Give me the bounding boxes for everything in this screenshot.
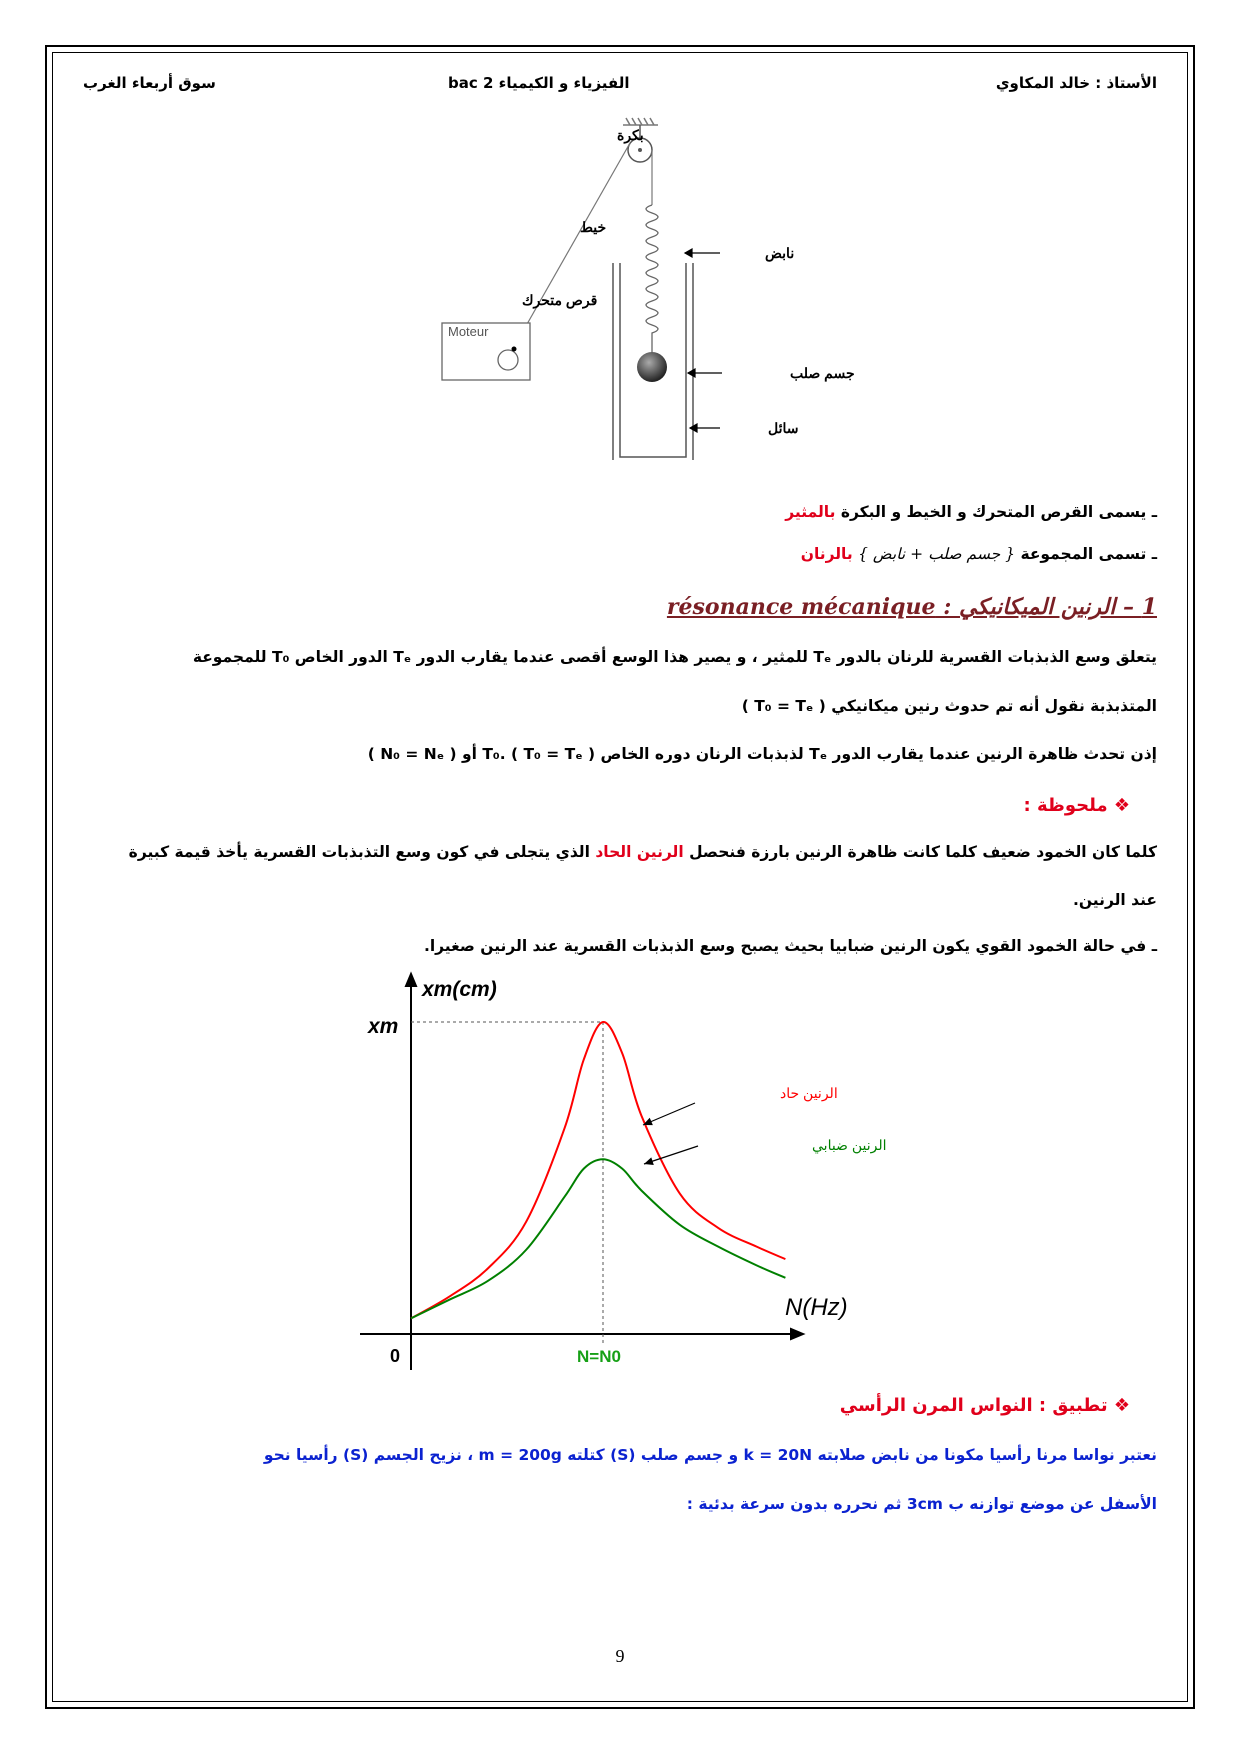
series-label-1: الرنين ضبابي <box>812 1137 887 1153</box>
series-line-0 <box>411 1022 785 1318</box>
application-line-1: نعتبر نواسا مرنا رأسيا مكونا من نابض صلابته k = 20N و جسم صلب (S) كتلته m = 200g ، نزيح الجسم (S) رأسيا نحو <box>263 1446 1157 1464</box>
note-p1-line1: كلما كان الخمود ضعيف كلما كانت ظاهرة الرنين بارزة فنحصل الرنين الحاد الذي يتجلى في كون وسع التذبذبات القسرية يأخذ قيمة كبيرة <box>128 843 1157 861</box>
y-peak-label: xm <box>368 1015 399 1038</box>
x-axis-label: N(Hz) <box>785 1294 848 1321</box>
note-title: ❖ ملحوظة : <box>1023 795 1130 816</box>
resonance-chart <box>0 960 1240 1380</box>
solid-mass-ball <box>637 352 667 382</box>
section-title: 1 – الرنين الميكانيكي : résonance mécanique <box>666 594 1157 620</box>
ceiling-support <box>623 118 658 125</box>
origin-label: 0 <box>390 1346 401 1366</box>
application-title: ❖ تطبيق : النواس المرن الرأسي <box>839 1395 1130 1416</box>
header-location: سوق أربعاء الغرب <box>83 74 216 92</box>
series-pointer-head-1 <box>644 1157 654 1165</box>
y-axis-label: xm(cm) <box>422 978 497 1001</box>
section1-p1-line1: يتعلق وسع الذبذبات القسرية للرنان بالدور Tₑ للمثير ، و يصير هذا الوسع أقصى عندما يقارب الدور Tₑ الدور الخاص T₀ للمجموعة <box>192 648 1157 666</box>
intro-line-2: ـ تسمى المجموعة { جسم صلب + نابض } بالرنان <box>800 545 1157 563</box>
highlight-resonator: بالرنان <box>800 545 853 563</box>
highlight-sharp-resonance: الرنين الحاد <box>595 843 684 861</box>
label-solid: جسم صلب <box>790 365 855 381</box>
header-teacher: الأستاذ : خالد المكاوي <box>995 74 1157 92</box>
section1-p1-line2: المتذبذبة نقول أنه تم حدوث رنين ميكانيكي ( T₀ = Tₑ ) <box>741 697 1157 715</box>
page-number: 9 <box>615 1646 625 1666</box>
series-line-1 <box>411 1159 785 1318</box>
highlight-exciter: بالمثير <box>785 503 836 521</box>
intro-line-1: ـ يسمى القرص المتحرك و الخيط و البكرة بالمثير <box>785 503 1157 521</box>
motor-label: Moteur <box>448 324 489 339</box>
header-subject: الفيزياء و الكيمياء 2 bac <box>448 74 630 92</box>
section1-p2: إذن تحدث ظاهرة الرنين عندما يقارب الدور Tₑ لذبذبات الرنان دوره الخاص T₀. ( T₀ = Tₑ ) أو ( N₀ = Nₑ ) <box>367 745 1157 763</box>
resonance-apparatus-diagram <box>0 100 1240 460</box>
note-p1-line2: عند الرنين. <box>1072 891 1157 909</box>
series-label-0: الرنين حاد <box>780 1085 838 1101</box>
note-p2: ـ في حالة الخمود القوي يكون الرنين ضبابيا بحيث يصبح وسع الذبذبات القسرية عند الرنين صغيرا. <box>423 937 1157 955</box>
label-thread: خيط <box>580 219 607 235</box>
label-pulley: بكرة <box>617 127 644 143</box>
application-line-2: الأسفل عن موضع توازنه ب 3cm ثم نحرره بدون سرعة بدئية : <box>686 1495 1157 1513</box>
x-resonance-label: N=N0 <box>577 1347 621 1366</box>
label-liquid: سائل <box>768 420 799 436</box>
label-disc: قرص متحرك <box>522 292 598 308</box>
label-spring: نابض <box>765 245 795 261</box>
resonator-set: { جسم صلب + نابض } <box>858 545 1016 563</box>
